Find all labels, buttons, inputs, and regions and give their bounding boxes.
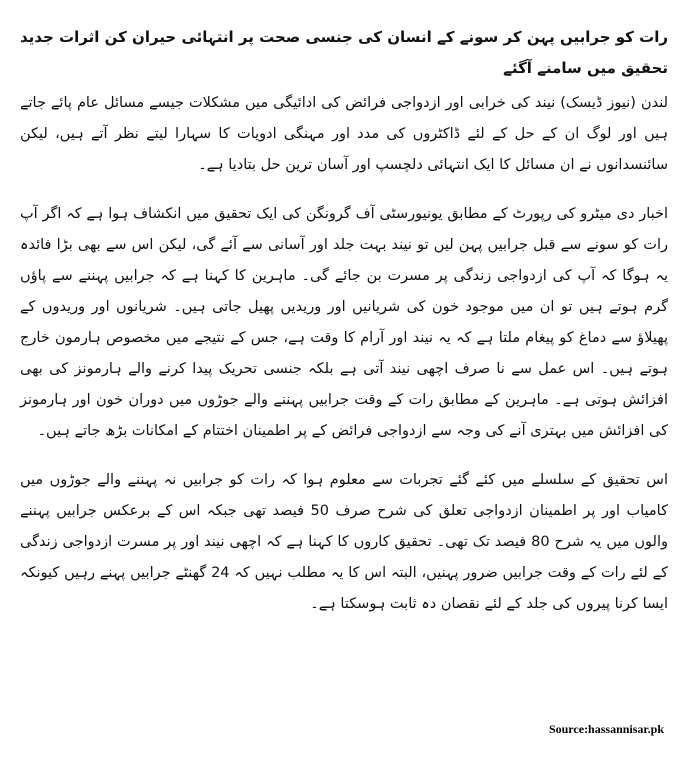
article-body [20,22,668,638]
article-paragraph-research: اخبار دی میٹرو کی رپورٹ کے مطابق یونیورسٹی آف گرونگن کی ایک تحقیق میں انکشاف ہوا ہے کہ اگر آپ رات کو سونے سے قبل جرابیں پہن لیں تو نیند بہت جلد اور آسانی سے آئے گی، لیکن اس سے بھی بڑا فائدہ یہ ہوگا کہ آپ کی ازدواجی زندگی پر مسرت بن جائے گی۔ ماہرین کا کہنا ہے کہ جرابیں پہننے سے پاﺅں گرم ہوتے ہیں تو ان میں موجود خون کی شریانیں اور وریدیں پھیل جاتی ہیں۔ شریانوں اور وریدوں کے پھیلاﺅ سے دماغ کو پیغام ملتا ہے کہ یہ نیند اور آرام کا وقت ہے، جس کے نتیجے میں مخصوص ہارمون خارج ہوتے ہیں۔ اس عمل سے نا صرف اچھی نیند آتی ہے بلکہ جنسی تحریک پیدا کرنے والے ہارمونز کی بھی افزائش ہوتی ہے۔ ماہرین کے مطابق رات کے وقت جرابیں پہننے والے جوڑوں میں دوران خون اور ہارمونز کی افزائش میں بہتری آنے کی وجہ سے ازدواجی فرائض کے پر اطمینان اختتام کے امکانات بڑھ جاتے ہیں۔ [20,206,668,439]
article-paragraph-findings: اس تحقیق کے سلسلے میں کئے گئے تجربات سے معلوم ہوا کہ رات کو جرابیں نہ پہننے والے جوڑوں میں کامیاب اور پر اطمینان ازدواجی تعلق کی شرح صرف 50 فیصد تھی جبکہ اس کے برعکس جرابیں پہننے والوں میں یہ شرح 80 فیصد تک تھی۔ تحقیق کاروں کا کہنا ہے کہ اچھی نیند اور پر مسرت ازدواجی زندگی کے لئے رات کے وقت جرابیں ضرور پہنیں، البتہ اس کا یہ مطلب نہیں کہ 24 گھنٹے جرابیں پہنے رہیں کیونکہ ایسا کرنا پیروں کی جلد کے لئے نقصان دہ ثابت ہوسکتا ہے۔ [20,472,668,612]
article-paragraph-intro: لندن (نیوز ڈیسک) نیند کی خرابی اور ازدواجی فرائض کی ادائیگی میں مشکلات جیسے مسائل عام پائے جاتے ہیں اور لوگ ان کے حل کے لئے ڈاکٹروں کی مدد اور مہنگی ادویات کا سہارا لیتے نظر آتے ہیں، لیکن سائنسدانوں نے ان مسائل کا ایک انتہائی دلچسپ اور آسان ترین حل بتادیا ہے۔ [20,95,668,173]
source-credit: Source:hassannisar.pk [548,722,664,736]
article-headline: رات کو جرابیں پہن کر سونے کے انسان کی جنسی صحت پر انتہائی حیران کن اثرات جدید تحقیق میں سامنے آگئے [20,28,668,77]
